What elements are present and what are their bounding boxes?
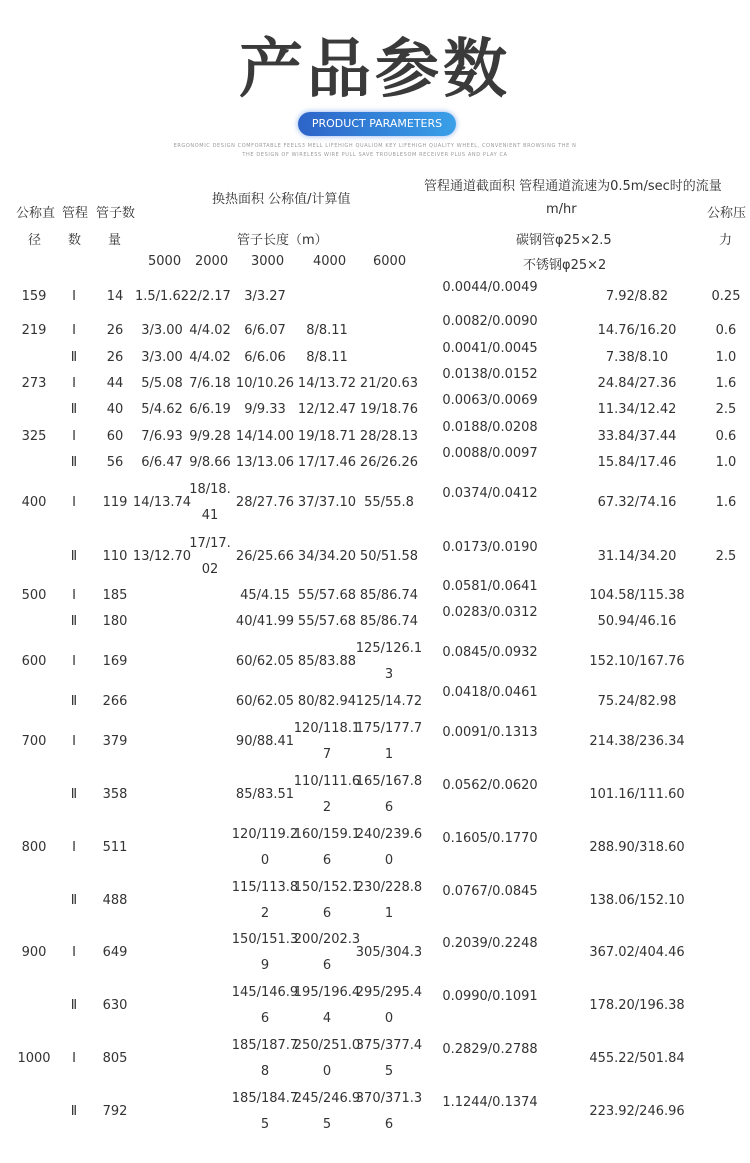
- cell-length-3000: 150/151.39: [231, 932, 299, 973]
- cell-length-4000: 85/83.88: [297, 654, 357, 669]
- header-flow-title: 管程通道截面积 管程通道流速为0.5m/sec时的流量: [424, 179, 722, 194]
- header-pressure-line2: 力: [719, 233, 733, 248]
- cell-section-area: 0.0088/0.0097: [442, 446, 538, 461]
- cell-tube-count: 511: [102, 840, 128, 855]
- cell-length-3000: 13/13.06: [235, 455, 295, 470]
- cell-length-6000: 21/20.63: [359, 376, 419, 391]
- cell-length-3000: 10/10.26: [235, 376, 295, 391]
- cell-section-area: 0.0767/0.0845: [442, 884, 538, 899]
- cell-tube-count: 649: [102, 945, 128, 960]
- cell-passes: Ⅱ: [70, 893, 78, 908]
- cell-length-3000: 9/9.33: [244, 402, 286, 417]
- cell-length-2000: 4/4.02: [189, 350, 231, 365]
- cell-tube-count: 379: [102, 734, 128, 749]
- cell-flow-rate: 75.24/82.98: [597, 694, 677, 709]
- cell-length-5000: 5/5.08: [141, 376, 183, 391]
- cell-section-area: 1.1244/0.1374: [442, 1095, 538, 1110]
- cell-flow-rate: 50.94/46.16: [597, 614, 677, 629]
- cell-length-4000: 195/196.44: [293, 985, 361, 1026]
- cell-length-6000: 240/239.60: [355, 827, 423, 868]
- cell-length-2000: 18/18.41: [189, 482, 231, 523]
- cell-length-3000: 120/119.20: [231, 827, 299, 868]
- subtitle-line-1: ERGONOMIC DESIGN COMFORTABLE FEELS3 MELL LIFEHIGH QUALIOM KEY LIFEHIGH QUALITY WHEEL, CONVENIENT BROWSING THE N: [173, 143, 577, 149]
- cell-length-6000: 375/377.45: [355, 1038, 423, 1079]
- cell-length-6000: 55/55.8: [364, 495, 414, 510]
- cell-length-5000: 13/12.70: [132, 549, 192, 564]
- cell-section-area: 0.0041/0.0045: [442, 341, 538, 356]
- cell-length-3000: 60/62.05: [235, 694, 295, 709]
- cell-dn: 700: [21, 734, 47, 749]
- cell-tube-count: 358: [102, 787, 128, 802]
- header-pressure-line1: 公称压: [707, 206, 747, 221]
- cell-length-4000: 55/57.68: [297, 614, 357, 629]
- cell-length-5000: 14/13.74: [132, 495, 192, 510]
- cell-passes: Ⅰ: [72, 376, 76, 391]
- cell-section-area: 0.0138/0.0152: [442, 367, 538, 382]
- header-length-5000: 5000: [148, 254, 182, 269]
- cell-length-6000: 85/86.74: [359, 614, 419, 629]
- cell-tube-count: 26: [106, 323, 124, 338]
- cell-length-6000: 19/18.76: [359, 402, 419, 417]
- cell-length-6000: 175/177.71: [355, 721, 423, 762]
- cell-passes: Ⅰ: [72, 429, 76, 444]
- cell-section-area: 0.0581/0.0641: [442, 579, 538, 594]
- cell-length-3000: 6/6.06: [244, 350, 286, 365]
- cell-section-area: 0.0283/0.0312: [442, 605, 538, 620]
- subtitle-line-2: THE DESIGN OF WIRELESS WIRE PULL SAVE TROUBLESOM RECEIVER PLUS AND PLAY CA: [242, 152, 508, 158]
- cell-passes: Ⅱ: [70, 787, 78, 802]
- cell-length-2000: 7/6.18: [189, 376, 231, 391]
- cell-length-4000: 17/17.46: [297, 455, 357, 470]
- cell-length-4000: 160/159.16: [293, 827, 361, 868]
- product-parameters-badge: PRODUCT PARAMETERS: [298, 112, 456, 136]
- cell-section-area: 0.2829/0.2788: [442, 1042, 538, 1057]
- cell-length-6000: 305/304.3: [355, 945, 423, 960]
- cell-length-6000: 85/86.74: [359, 588, 419, 603]
- cell-section-area: 0.2039/0.2248: [442, 936, 538, 951]
- cell-flow-rate: 33.84/37.44: [597, 429, 677, 444]
- cell-dn: 219: [21, 323, 47, 338]
- cell-length-4000: 200/202.36: [293, 932, 361, 973]
- cell-length-5000: 6/6.47: [141, 455, 183, 470]
- header-dn-line1: 公称直: [16, 206, 56, 221]
- cell-length-6000: 26/26.26: [359, 455, 419, 470]
- cell-tube-count: 792: [102, 1104, 128, 1119]
- cell-passes: Ⅰ: [72, 945, 76, 960]
- cell-flow-rate: 7.92/8.82: [605, 289, 669, 304]
- cell-length-4000: 110/111.62: [293, 774, 361, 815]
- cell-flow-rate: 14.76/16.20: [597, 323, 677, 338]
- cell-length-4000: 245/246.95: [293, 1091, 361, 1132]
- cell-flow-rate: 24.84/27.36: [597, 376, 677, 391]
- cell-length-5000: 3/3.00: [141, 350, 183, 365]
- cell-tube-count: 169: [102, 654, 128, 669]
- cell-tube-count: 119: [102, 495, 128, 510]
- cell-length-4000: 34/34.20: [297, 549, 357, 564]
- header-stainless-steel: 不锈钢φ25×2: [523, 258, 607, 273]
- cell-section-area: 0.0091/0.1313: [442, 725, 538, 740]
- cell-length-2000: 9/9.28: [189, 429, 231, 444]
- cell-length-6000: 28/28.13: [359, 429, 419, 444]
- cell-nominal-pressure: 0.25: [711, 289, 741, 304]
- cell-length-3000: 40/41.99: [235, 614, 295, 629]
- cell-passes: Ⅱ: [70, 998, 78, 1013]
- cell-passes: Ⅰ: [72, 323, 76, 338]
- cell-passes: Ⅱ: [70, 614, 78, 629]
- cell-dn: 900: [21, 945, 47, 960]
- cell-flow-rate: 31.14/34.20: [597, 549, 677, 564]
- cell-flow-rate: 288.90/318.60: [589, 840, 685, 855]
- header-length-4000: 4000: [313, 254, 347, 269]
- cell-flow-rate: 178.20/196.38: [589, 998, 685, 1013]
- cell-nominal-pressure: 2.5: [715, 549, 737, 564]
- cell-flow-rate: 455.22/501.84: [589, 1051, 685, 1066]
- cell-section-area: 0.0990/0.1091: [442, 989, 538, 1004]
- cell-length-3000: 45/4.15: [240, 588, 290, 603]
- cell-section-area: 0.0173/0.0190: [442, 540, 538, 555]
- header-length-2000: 2000: [195, 254, 229, 269]
- cell-length-4000: 80/82.94: [297, 694, 357, 709]
- cell-tube-count: 60: [106, 429, 124, 444]
- cell-section-area: 0.0044/0.0049: [442, 280, 538, 295]
- cell-tube-count: 56: [106, 455, 124, 470]
- cell-length-6000: 125/126.13: [355, 641, 423, 682]
- cell-length-4000: 150/152.16: [293, 880, 361, 921]
- cell-length-3000: 60/62.05: [235, 654, 295, 669]
- cell-length-2000: 4/4.02: [189, 323, 231, 338]
- header-tubes-line2: 量: [108, 233, 122, 248]
- cell-tube-count: 266: [102, 694, 128, 709]
- cell-passes: Ⅰ: [72, 734, 76, 749]
- cell-section-area: 0.0188/0.0208: [442, 420, 538, 435]
- cell-length-6000: 50/51.58: [359, 549, 419, 564]
- header-carbon-steel: 碳钢管φ25×2.5: [516, 233, 612, 248]
- cell-passes: Ⅰ: [72, 588, 76, 603]
- cell-nominal-pressure: 0.6: [715, 323, 737, 338]
- cell-length-2000: 6/6.19: [189, 402, 231, 417]
- cell-length-3000: 85/83.51: [235, 787, 295, 802]
- cell-nominal-pressure: 2.5: [715, 402, 737, 417]
- cell-nominal-pressure: 1.0: [715, 350, 737, 365]
- cell-length-6000: 165/167.86: [355, 774, 423, 815]
- cell-length-4000: 19/18.71: [297, 429, 357, 444]
- header-passes-line2: 数: [68, 233, 82, 248]
- cell-length-4000: 12/12.47: [297, 402, 357, 417]
- cell-dn: 500: [21, 588, 47, 603]
- cell-length-3000: 26/25.66: [235, 549, 295, 564]
- header-area: 换热面积 公称值/计算值: [212, 192, 351, 207]
- header-tube-length: 管子长度（m）: [237, 233, 328, 248]
- cell-flow-rate: 7.38/8.10: [605, 350, 669, 365]
- cell-section-area: 0.1605/0.1770: [442, 831, 538, 846]
- cell-passes: Ⅱ: [70, 402, 78, 417]
- cell-passes: Ⅰ: [72, 289, 76, 304]
- header-tubes-line1: 管子数: [96, 206, 136, 221]
- page-title: 产品参数: [239, 33, 511, 107]
- cell-length-3000: 185/184.75: [231, 1091, 299, 1132]
- cell-passes: Ⅱ: [70, 455, 78, 470]
- cell-flow-rate: 152.10/167.76: [589, 654, 685, 669]
- cell-dn: 273: [21, 376, 47, 391]
- cell-length-4000: 8/8.11: [306, 323, 348, 338]
- cell-tube-count: 26: [106, 350, 124, 365]
- header-length-3000: 3000: [251, 254, 285, 269]
- cell-dn: 400: [21, 495, 47, 510]
- cell-length-4000: 8/8.11: [306, 350, 348, 365]
- cell-tube-count: 14: [106, 289, 124, 304]
- cell-tube-count: 488: [102, 893, 128, 908]
- header-flow-unit: m/hr: [546, 202, 577, 217]
- cell-flow-rate: 11.34/12.42: [597, 402, 677, 417]
- cell-passes: Ⅰ: [72, 840, 76, 855]
- cell-length-2000: 9/8.66: [189, 455, 231, 470]
- cell-length-3000: 28/27.76: [235, 495, 295, 510]
- cell-dn: 159: [21, 289, 47, 304]
- cell-flow-rate: 223.92/246.96: [589, 1104, 685, 1119]
- cell-length-3000: 145/146.96: [231, 985, 299, 1026]
- cell-section-area: 0.0845/0.0932: [442, 645, 538, 660]
- cell-dn: 325: [21, 429, 47, 444]
- cell-dn: 600: [21, 654, 47, 669]
- cell-flow-rate: 138.06/152.10: [589, 893, 685, 908]
- cell-tube-count: 40: [106, 402, 124, 417]
- cell-flow-rate: 101.16/111.60: [589, 787, 685, 802]
- cell-flow-rate: 367.02/404.46: [589, 945, 685, 960]
- cell-nominal-pressure: 1.6: [715, 376, 737, 391]
- cell-length-2000: 2/2.17: [189, 289, 231, 304]
- header-passes-line1: 管程: [62, 206, 89, 221]
- cell-section-area: 0.0374/0.0412: [442, 486, 538, 501]
- cell-flow-rate: 104.58/115.38: [589, 588, 685, 603]
- cell-length-4000: 55/57.68: [297, 588, 357, 603]
- cell-tube-count: 180: [102, 614, 128, 629]
- cell-length-5000: 1.5/1.62: [135, 289, 189, 304]
- cell-length-5000: 7/6.93: [141, 429, 183, 444]
- cell-length-4000: 14/13.72: [297, 376, 357, 391]
- cell-tube-count: 630: [102, 998, 128, 1013]
- header-length-6000: 6000: [373, 254, 407, 269]
- cell-passes: Ⅱ: [70, 350, 78, 365]
- cell-length-4000: 250/251.00: [293, 1038, 361, 1079]
- cell-tube-count: 185: [102, 588, 128, 603]
- cell-length-6000: 370/371.36: [355, 1091, 423, 1132]
- cell-length-3000: 3/3.27: [244, 289, 286, 304]
- cell-length-2000: 17/17.02: [189, 536, 231, 577]
- cell-tube-count: 805: [102, 1051, 128, 1066]
- cell-passes: Ⅱ: [70, 549, 78, 564]
- cell-flow-rate: 15.84/17.46: [597, 455, 677, 470]
- cell-passes: Ⅱ: [70, 694, 78, 709]
- cell-nominal-pressure: 1.6: [715, 495, 737, 510]
- cell-section-area: 0.0063/0.0069: [442, 393, 538, 408]
- cell-length-4000: 37/37.10: [297, 495, 357, 510]
- cell-length-6000: 295/295.40: [355, 985, 423, 1026]
- cell-tube-count: 110: [102, 549, 128, 564]
- cell-length-6000: 125/14.72: [355, 694, 423, 709]
- cell-dn: 800: [21, 840, 47, 855]
- cell-dn: 1000: [17, 1051, 51, 1066]
- cell-length-4000: 120/118.17: [293, 721, 361, 762]
- cell-length-3000: 115/113.82: [231, 880, 299, 921]
- cell-flow-rate: 214.38/236.34: [589, 734, 685, 749]
- cell-length-3000: 14/14.00: [235, 429, 295, 444]
- header-dn-line2: 径: [28, 233, 42, 248]
- cell-length-3000: 90/88.41: [235, 734, 295, 749]
- cell-length-3000: 6/6.07: [244, 323, 286, 338]
- cell-passes: Ⅰ: [72, 654, 76, 669]
- cell-passes: Ⅱ: [70, 1104, 78, 1119]
- cell-passes: Ⅰ: [72, 495, 76, 510]
- cell-length-5000: 5/4.62: [141, 402, 183, 417]
- cell-flow-rate: 67.32/74.16: [597, 495, 677, 510]
- cell-section-area: 0.0082/0.0090: [442, 314, 538, 329]
- cell-length-5000: 3/3.00: [141, 323, 183, 338]
- cell-passes: Ⅰ: [72, 1051, 76, 1066]
- cell-nominal-pressure: 0.6: [715, 429, 737, 444]
- cell-section-area: 0.0562/0.0620: [442, 778, 538, 793]
- cell-tube-count: 44: [106, 376, 124, 391]
- cell-nominal-pressure: 1.0: [715, 455, 737, 470]
- cell-length-6000: 230/228.81: [355, 880, 423, 921]
- cell-length-3000: 185/187.78: [231, 1038, 299, 1079]
- cell-section-area: 0.0418/0.0461: [442, 685, 538, 700]
